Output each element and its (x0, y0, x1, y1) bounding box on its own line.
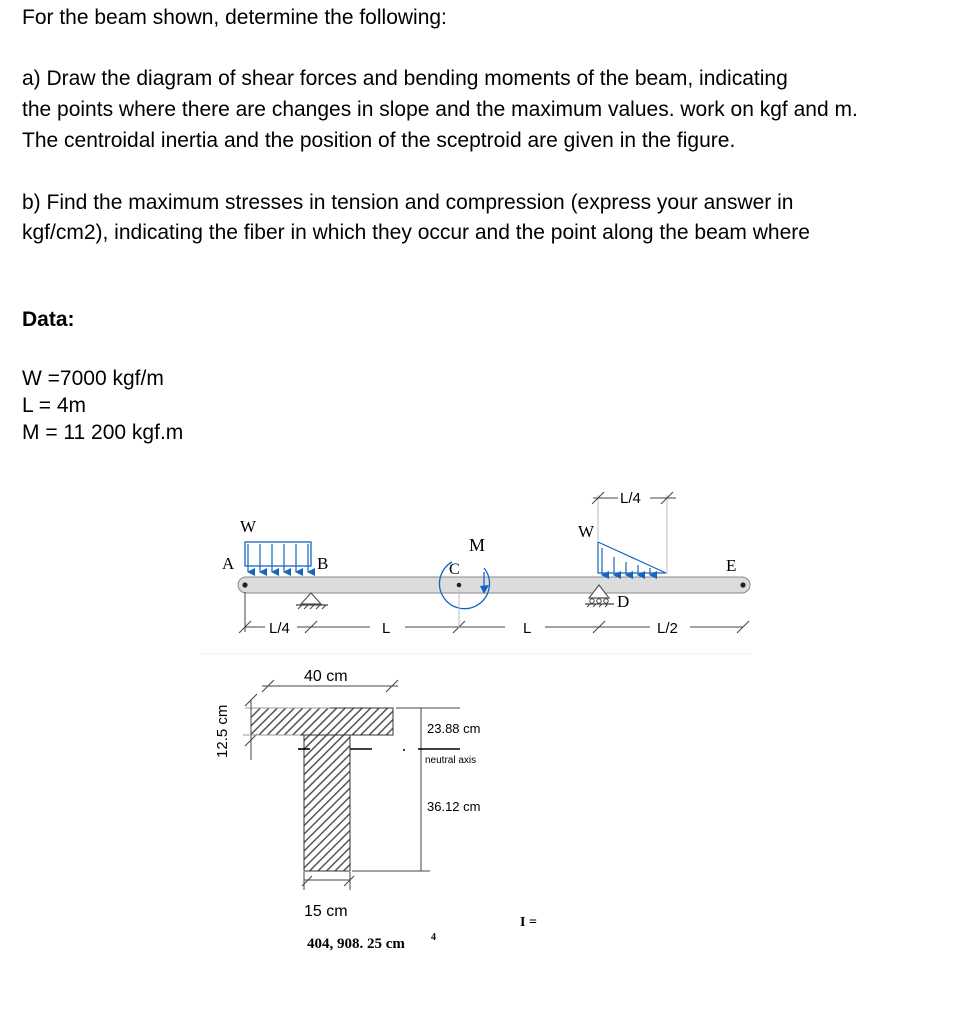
data-w: W =7000 kgf/m (22, 367, 164, 390)
part-a-line-2: the points where there are changes in slope and the maximum values. work on kgf and m. (22, 98, 858, 121)
part-b-line-1: b) Find the maximum stresses in tension and compression (express your answer in (22, 191, 794, 214)
label-m: M (469, 535, 486, 555)
part-a-line-1: a) Draw the diagram of shear forces and bending moments of the beam, indicating (22, 67, 788, 90)
beam-body (238, 577, 750, 593)
dim-flange-thickness: 12.5 cm (214, 704, 231, 758)
label-c: C (449, 561, 460, 578)
dim-l2: L/2 (657, 620, 678, 637)
dim-web-width: 15 cm (304, 903, 348, 920)
label-a: A (222, 554, 235, 573)
dim-dist-top: 23.88 cm (427, 721, 481, 736)
inertia-value: 404, 908. 25 cm (307, 936, 405, 952)
distributed-load-left (245, 542, 311, 572)
neutral-axis-label: neutral axis (425, 755, 477, 766)
intro-text: For the beam shown, determine the following: (22, 6, 447, 29)
label-e: E (726, 556, 737, 575)
label-d: D (617, 592, 630, 611)
data-l: L = 4m (22, 394, 87, 417)
inertia-exponent: 4 (431, 932, 436, 943)
t-section (251, 708, 393, 871)
part-a-line-3: The centroidal inertia and the position of the sceptroid are given in the figure. (22, 129, 736, 152)
label-w-left: W (240, 517, 257, 536)
label-b: B (317, 554, 329, 573)
part-b-line-2: kgf/cm2), indicating the fiber in which they occur and the point along the beam where (22, 221, 810, 244)
pin-support-b (296, 593, 328, 609)
dim-l-second: L (523, 620, 532, 637)
triangular-load-right (598, 495, 667, 575)
data-label: Data: (22, 308, 75, 331)
inertia-label: I = (520, 915, 537, 930)
dim-l-first: L (382, 620, 391, 637)
dim-l4-left: L/4 (269, 620, 290, 637)
dim-flange-width: 40 cm (304, 668, 348, 685)
data-m: M = 11 200 kgf.m (22, 421, 184, 444)
dim-l4-top: L/4 (620, 490, 641, 507)
dim-dist-bottom: 36.12 cm (427, 799, 481, 814)
label-w-right: W (578, 522, 595, 541)
